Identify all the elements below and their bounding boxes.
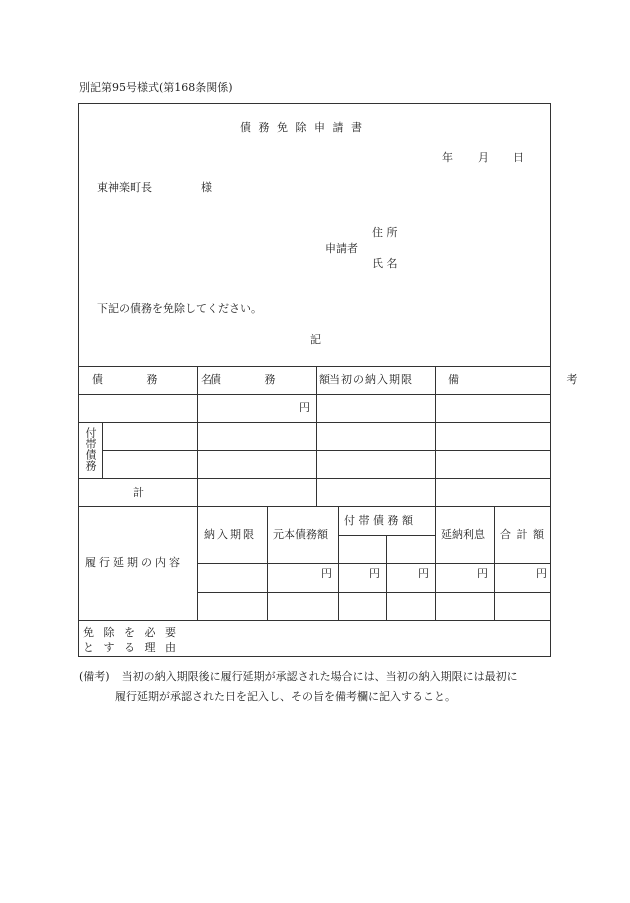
yen-unit: 円 [536, 567, 547, 580]
grid-line [267, 506, 268, 620]
header-original-due: 当初の納入期限 [329, 373, 413, 386]
note-line2: 履行延期が承認された日を記入し、その旨を備考欄に記入すること。 [115, 690, 456, 703]
header-debt-amount: 債 務 額 [210, 373, 350, 386]
reason-label-line2: と す る 理 由 [83, 641, 179, 654]
grid-line [78, 506, 551, 507]
request-text: 下記の債務を免除してください。 [97, 302, 262, 315]
ext-header-sum: 合 計 額 [500, 528, 545, 541]
applicant-address-label: 住 所 [372, 226, 398, 239]
grid-line [494, 506, 495, 620]
ext-header-accessory: 付 帯 債 務 額 [344, 514, 413, 527]
ext-header-principal: 元本債務額 [273, 528, 328, 541]
grid-line [78, 422, 551, 423]
yen-unit: 円 [369, 567, 380, 580]
yen-unit: 円 [477, 567, 488, 580]
yen-unit: 円 [418, 567, 429, 580]
grid-line [435, 366, 436, 506]
grid-line [102, 450, 551, 451]
applicant-label: 申請者 [325, 242, 358, 255]
grid-line [78, 394, 551, 395]
yen-unit: 円 [299, 401, 310, 414]
accessory-debt-label: 付帯債務 [84, 427, 97, 471]
addressee-honorific: 様 [201, 181, 212, 194]
note-line1: 当初の納入期限後に履行延期が承認された場合には、当初の納入期限には最初に [121, 670, 518, 683]
total-label: 計 [133, 486, 144, 499]
applicant-name-label: 氏 名 [372, 257, 398, 270]
date-month-label: 月 [478, 151, 489, 164]
grid-line [338, 506, 339, 620]
form-number-label: 別記第95号様式(第168条関係) [79, 81, 233, 94]
date-day-label: 日 [513, 151, 524, 164]
grid-line [435, 506, 436, 620]
grid-line [197, 563, 551, 564]
remarks-note [79, 667, 559, 707]
ext-header-due: 納入期限 [204, 528, 256, 541]
note-label: (備考) [79, 670, 110, 683]
ext-header-late-interest: 延納利息 [441, 528, 485, 541]
grid-line [78, 478, 551, 479]
extension-label: 履行延期の内容 [85, 556, 183, 569]
grid-line [386, 535, 387, 620]
grid-line [197, 592, 551, 593]
grid-line [102, 422, 103, 478]
yen-unit: 円 [321, 567, 332, 580]
grid-line [78, 620, 551, 621]
header-remarks: 備 考 [448, 373, 630, 386]
header-debt-name: 債 務 名 [92, 373, 232, 386]
grid-line [78, 366, 551, 367]
ki-label: 記 [310, 333, 321, 346]
date-year-label: 年 [442, 151, 453, 164]
grid-line [316, 366, 317, 506]
grid-line [197, 366, 198, 620]
addressee-name: 東神楽町長 [97, 181, 152, 194]
reason-label-line1: 免 除 を 必 要 [83, 626, 179, 639]
form-title: 債 務 免 除 申 請 書 [240, 121, 364, 134]
